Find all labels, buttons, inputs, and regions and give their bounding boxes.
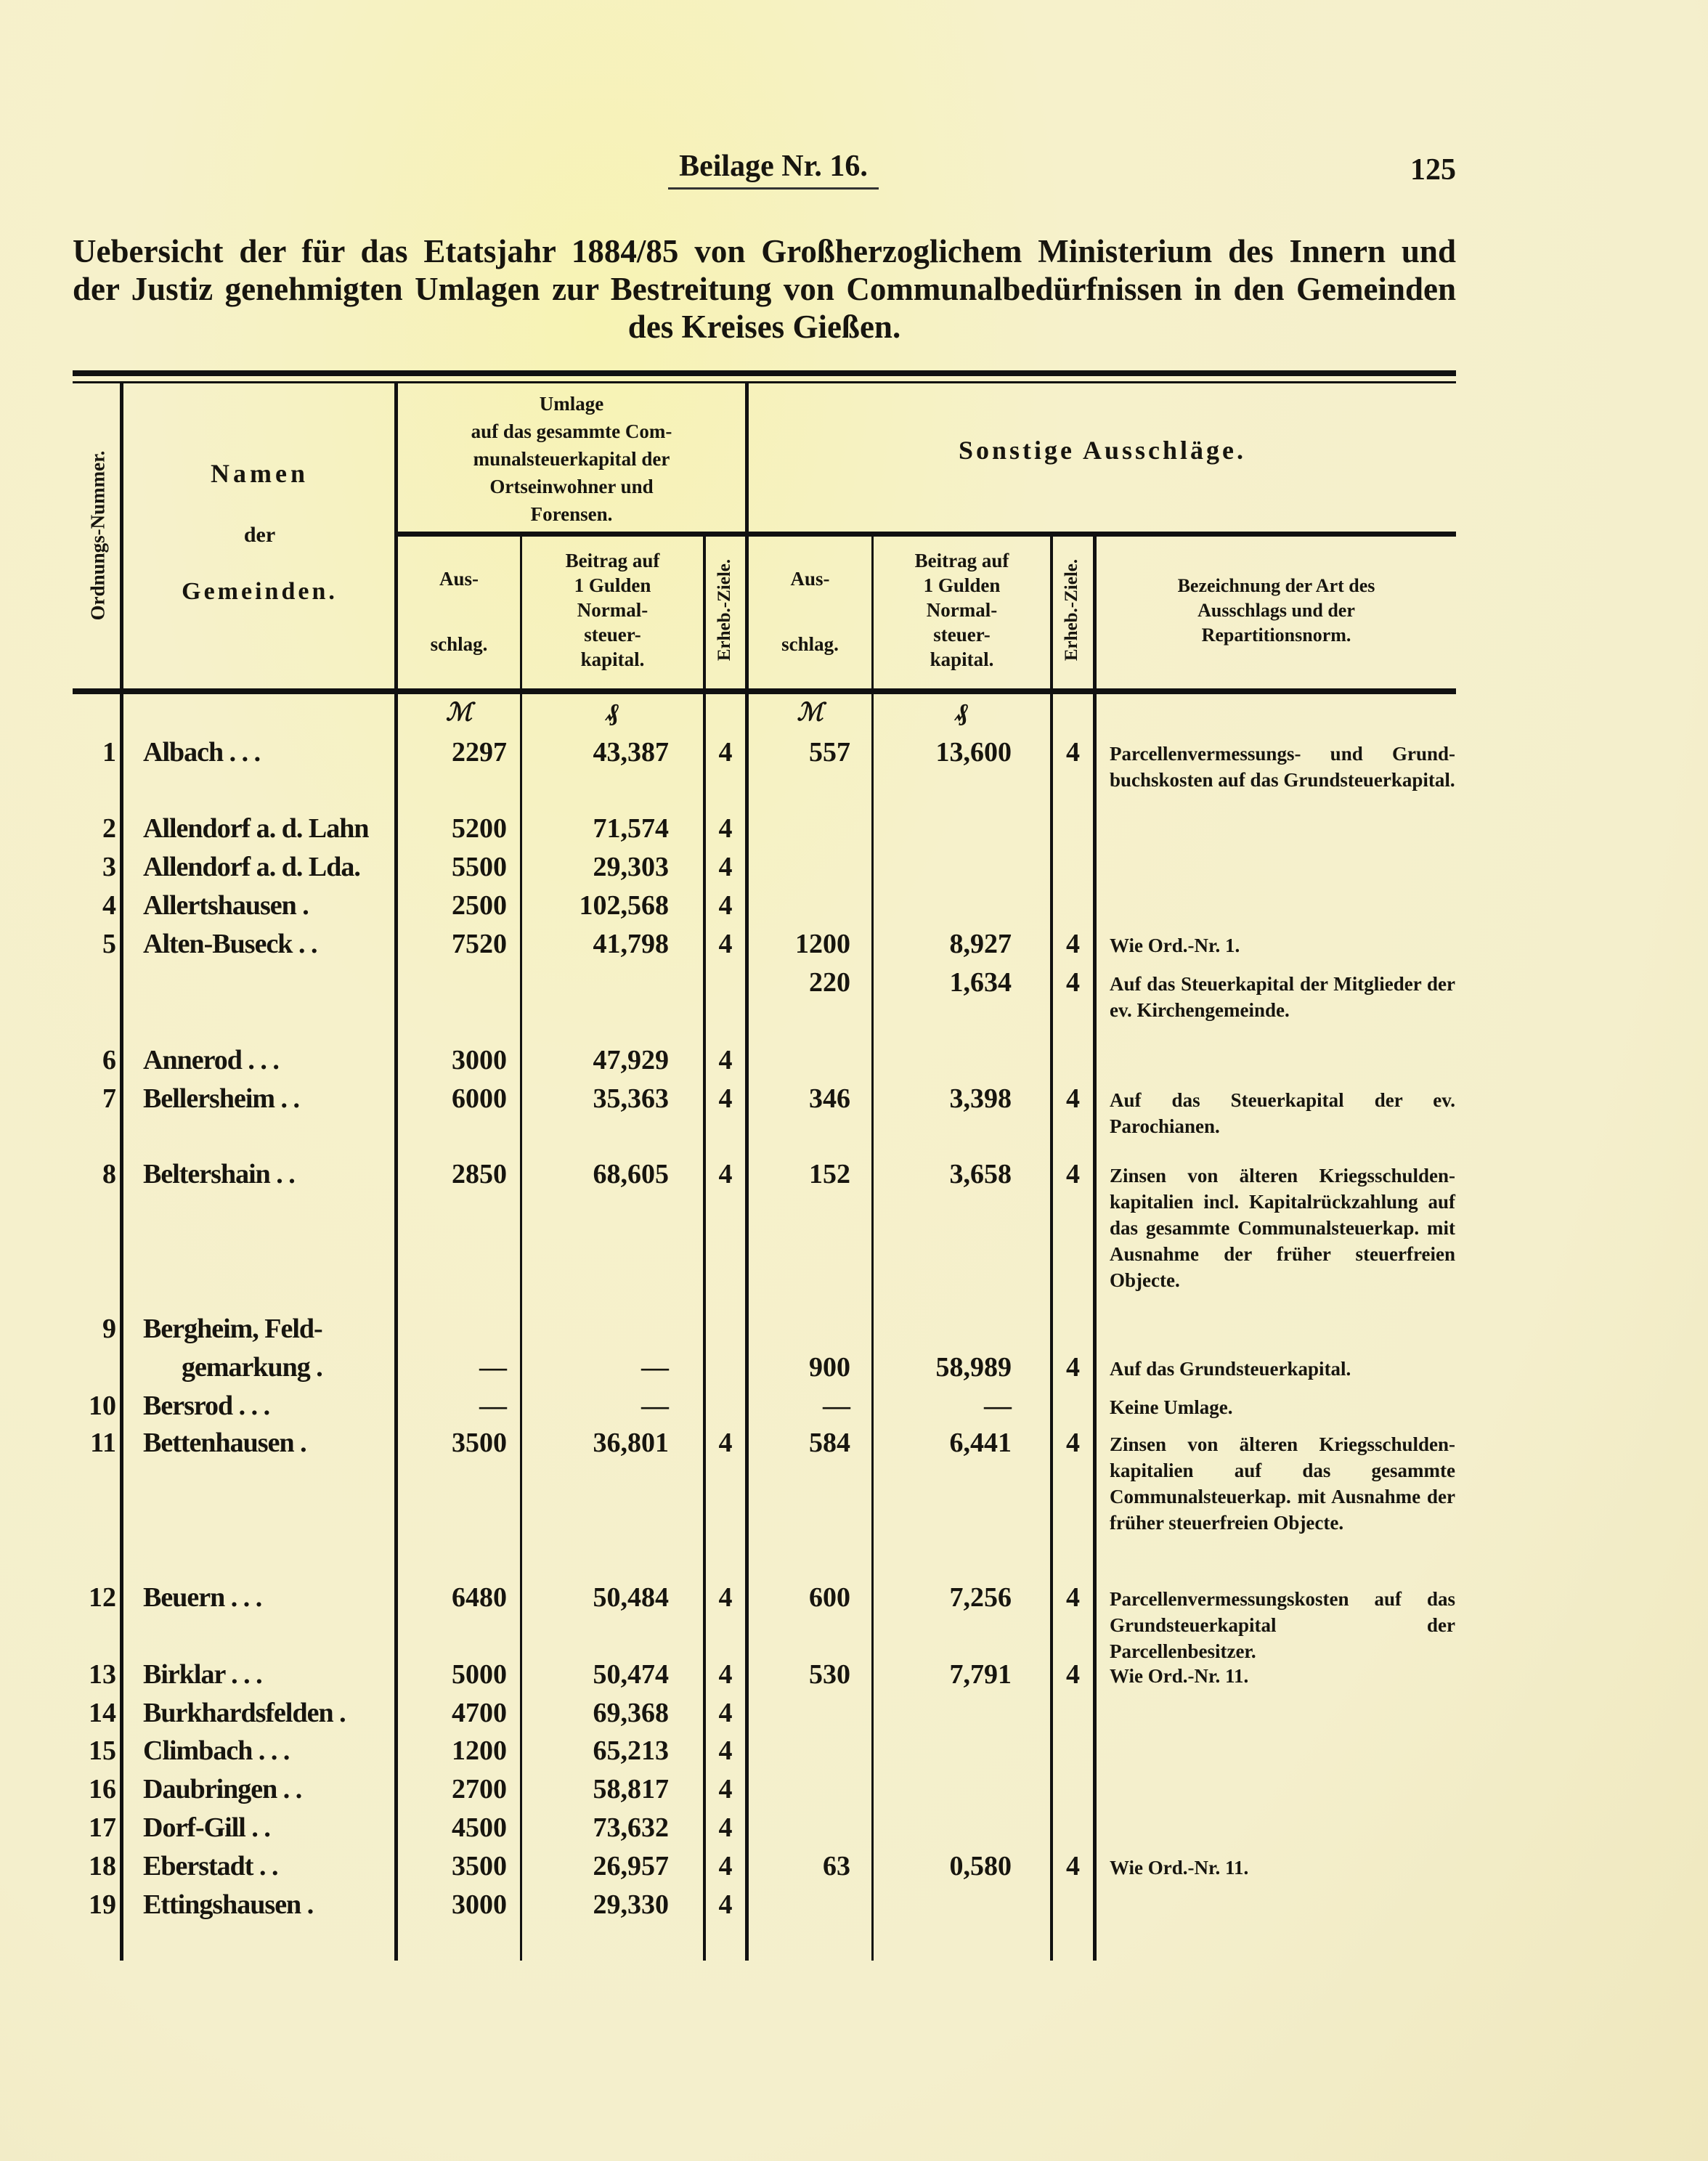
row-number: 3	[102, 852, 116, 882]
umlage-ausschlag: 2297	[452, 737, 507, 768]
levy-description: Wie Ord.-Nr. 11.	[1110, 1665, 1249, 1687]
page-number: 125	[1410, 153, 1456, 187]
municipality-name: Annerod . . .	[143, 1045, 279, 1075]
row-number: 18	[89, 1851, 116, 1881]
sonstige-ausschlag: 900	[809, 1352, 850, 1383]
levy-description: Parcellenvermessungs- und Grundbuchskosten auf das Grundsteuerkapital.	[1110, 743, 1455, 791]
umlage-erheb-ziele: 4	[718, 1851, 733, 1881]
umlage-beitrag: 69,368	[593, 1698, 669, 1728]
header-line: kapital.	[930, 648, 994, 670]
sonstige-beitrag: —	[984, 1391, 1012, 1421]
header-namen: Namen	[211, 459, 309, 488]
sonstige-beitrag: 3,658	[949, 1159, 1012, 1189]
umlage-beitrag: —	[641, 1352, 669, 1383]
umlage-erheb-ziele: 4	[718, 929, 733, 959]
umlage-beitrag: 47,929	[593, 1045, 669, 1075]
umlage-ausschlag: 3000	[452, 1045, 507, 1075]
unit-pfennig: ₰	[606, 699, 619, 726]
sonstige-erheb-ziele: 4	[1066, 929, 1080, 959]
sonstige-beitrag: 1,634	[949, 967, 1012, 998]
umlage-erheb-ziele: 4	[718, 1045, 733, 1075]
header-der: der	[243, 523, 276, 547]
sonstige-ausschlag: 600	[809, 1582, 850, 1613]
header-line: Ausschlags und der	[1197, 600, 1355, 621]
row-number: 13	[89, 1659, 116, 1690]
umlage-ausschlag: 2500	[452, 890, 507, 921]
umlage-erheb-ziele: 4	[718, 1889, 733, 1920]
header-umlage-beitrag	[522, 548, 703, 672]
sonstige-ausschlag: 63	[823, 1851, 850, 1881]
sonstige-beitrag: 13,600	[935, 737, 1012, 768]
row-number: 7	[102, 1083, 116, 1114]
header-line: Normal-	[926, 599, 998, 621]
umlage-beitrag: —	[641, 1391, 669, 1421]
row-number: 10	[89, 1391, 116, 1421]
umlage-ausschlag: —	[479, 1391, 507, 1421]
umlage-beitrag: 29,330	[593, 1889, 669, 1920]
umlage-erheb-ziele: 4	[718, 813, 733, 844]
umlage-erheb-ziele: 4	[718, 737, 733, 768]
umlage-beitrag: 58,817	[593, 1774, 669, 1804]
header-sonstige-ausschlag-1: Aus-	[790, 568, 830, 590]
header-bottom-rule	[73, 688, 1456, 694]
levy-description: Auf das Steuerkapital der Mitglieder der ev. Kirchengemeinde.	[1110, 973, 1455, 1021]
umlage-ausschlag: 1200	[452, 1735, 507, 1766]
column-rule	[1093, 537, 1097, 1961]
header-line: Beitrag auf	[914, 550, 1009, 571]
sonstige-beitrag: 7,791	[949, 1659, 1012, 1690]
supplement-heading: Beilage Nr. 16.	[679, 150, 868, 183]
umlage-ausschlag: 5500	[452, 852, 507, 882]
umlage-ausschlag: —	[479, 1352, 507, 1383]
umlage-erheb-ziele: 4	[718, 1083, 733, 1114]
title-line: des Kreises Gießen.	[627, 309, 901, 345]
umlage-ausschlag: 2700	[452, 1774, 507, 1804]
sonstige-erheb-ziele: 4	[1066, 1659, 1080, 1690]
umlage-ausschlag: 4500	[452, 1812, 507, 1843]
municipality-name: Bettenhausen .	[143, 1428, 306, 1458]
header-line: steuer-	[584, 624, 641, 646]
levy-description: Zinsen von älteren Kriegsschuldenkapitalien incl. Kapitalrückzahlung auf das gesammte Communalsteuerkap. mit Ausnahme der früher steuerfreien Objecte.	[1110, 1165, 1455, 1291]
unit-pfennig: ₰	[956, 699, 968, 726]
table-top-thin-rule	[73, 381, 1456, 383]
sonstige-erheb-ziele: 4	[1066, 1851, 1080, 1881]
levy-description: Parcellenvermessungskosten auf das Grundsteuerkapital der Parcellenbesitzer.	[1110, 1588, 1455, 1662]
header-gemeinden: Gemeinden.	[182, 578, 338, 605]
sonstige-ausschlag: —	[823, 1391, 850, 1421]
umlage-ausschlag: 4700	[452, 1698, 507, 1728]
umlage-ausschlag: 3500	[452, 1851, 507, 1881]
sonstige-beitrag: 0,580	[949, 1851, 1012, 1881]
umlage-erheb-ziele: 4	[718, 1812, 733, 1843]
header-line: munalsteuerkapital der	[473, 448, 670, 470]
row-number: 11	[90, 1428, 116, 1458]
levy-description: Keine Umlage.	[1110, 1396, 1233, 1418]
municipality-name: Bellersheim . .	[143, 1083, 300, 1114]
levy-description: Auf das Grundsteuerkapital.	[1110, 1358, 1351, 1380]
levy-description: Zinsen von älteren Kriegsschuldenkapitalien auf das gesammte Communalsteuerkap. mit Ausnahme der früher steuerfreien Objecte.	[1110, 1433, 1455, 1534]
umlage-erheb-ziele: 4	[718, 890, 733, 921]
header-line: auf das gesammte Com-	[471, 420, 672, 442]
header-line: Ortseinwohner und	[489, 476, 654, 497]
municipality-name: Ettingshausen .	[143, 1889, 314, 1920]
umlage-ausschlag: 2850	[452, 1159, 507, 1189]
header-sonstige-beitrag	[874, 548, 1050, 672]
sonstige-ausschlag: 530	[809, 1659, 850, 1690]
umlage-beitrag: 102,568	[579, 890, 669, 921]
sonstige-erheb-ziele: 4	[1066, 967, 1080, 998]
umlage-ausschlag: 7520	[452, 929, 507, 959]
header-umlage-erheb-ziele: Erheb.-Ziele.	[715, 558, 734, 662]
municipality-name: Daubringen . .	[143, 1774, 302, 1804]
sonstige-erheb-ziele: 4	[1066, 1428, 1080, 1458]
title-line: der Justiz genehmigten Umlagen zur Bestreitung von Communalbedürfnissen in den Gemeinden	[73, 271, 1456, 307]
sonstige-erheb-ziele: 4	[1066, 1083, 1080, 1114]
row-number: 8	[102, 1159, 116, 1189]
levy-description: Wie Ord.-Nr. 1.	[1110, 935, 1240, 956]
header-line: 1 Gulden	[574, 574, 651, 596]
header-bezeichnung	[1097, 574, 1456, 648]
umlage-beitrag: 35,363	[593, 1083, 669, 1114]
municipality-name: Allendorf a. d. Lda.	[143, 852, 360, 882]
municipality-name: Bersrod . . .	[143, 1391, 270, 1421]
header-umlage-group	[398, 390, 745, 528]
municipality-name: Beuern . . .	[143, 1582, 262, 1613]
municipality-name: Bergheim, Feld-	[143, 1314, 322, 1344]
row-number: 15	[89, 1735, 116, 1766]
header-ordnungs-nummer: Ordnungs-Nummer.	[86, 450, 109, 621]
row-number: 17	[89, 1812, 116, 1843]
municipality-name: Burkhardsfelden .	[143, 1698, 346, 1728]
header-line: 1 Gulden	[923, 574, 1001, 596]
umlage-beitrag: 68,605	[593, 1159, 669, 1189]
municipality-name: gemarkung .	[182, 1352, 322, 1383]
sonstige-beitrag: 58,989	[935, 1352, 1012, 1383]
document-title	[73, 232, 1456, 346]
header-line: Normal-	[577, 599, 648, 621]
umlage-erheb-ziele: 4	[718, 1159, 733, 1189]
sonstige-beitrag: 3,398	[949, 1083, 1012, 1114]
umlage-erheb-ziele: 4	[718, 1698, 733, 1728]
sonstige-erheb-ziele: 4	[1066, 1582, 1080, 1613]
sonstige-beitrag: 8,927	[949, 929, 1012, 959]
municipality-name: Eberstadt . .	[143, 1851, 278, 1881]
row-number: 12	[89, 1582, 116, 1613]
municipality-name: Allertshausen .	[143, 890, 309, 921]
header-line: Forensen.	[530, 503, 613, 525]
sonstige-erheb-ziele: 4	[1066, 1159, 1080, 1189]
umlage-beitrag: 41,798	[593, 929, 669, 959]
municipality-name: Climbach . . .	[143, 1735, 290, 1766]
row-number: 19	[89, 1889, 116, 1920]
umlage-erheb-ziele: 4	[718, 1659, 733, 1690]
row-number: 9	[102, 1314, 116, 1344]
table-top-rule	[73, 370, 1456, 376]
umlage-ausschlag: 5000	[452, 1659, 507, 1690]
header-sonstige-ausschlag-2: schlag.	[781, 633, 839, 655]
unit-mark: ℳ	[445, 699, 473, 726]
sonstige-ausschlag: 220	[809, 967, 850, 998]
row-number: 5	[102, 929, 116, 959]
umlage-ausschlag: 3500	[452, 1428, 507, 1458]
column-rule	[120, 383, 123, 1961]
municipality-name: Dorf-Gill . .	[143, 1812, 270, 1843]
umlage-ausschlag: 5200	[452, 813, 507, 844]
row-number: 16	[89, 1774, 116, 1804]
sonstige-ausschlag: 152	[809, 1159, 850, 1189]
header-umlage-ausschlag-2: schlag.	[430, 633, 488, 655]
umlage-ausschlag: 6000	[452, 1083, 507, 1114]
umlage-ausschlag: 3000	[452, 1889, 507, 1920]
header-sonstige-erheb-ziele: Erheb.-Ziele.	[1062, 558, 1081, 662]
row-number: 1	[102, 737, 116, 768]
sonstige-beitrag: 7,256	[949, 1582, 1012, 1613]
umlage-beitrag: 26,957	[593, 1851, 669, 1881]
sonstige-ausschlag: 584	[809, 1428, 850, 1458]
umlage-beitrag: 29,303	[593, 852, 669, 882]
umlage-beitrag: 73,632	[593, 1812, 669, 1843]
umlage-erheb-ziele: 4	[718, 1774, 733, 1804]
unit-mark: ℳ	[797, 699, 824, 726]
municipality-name: Albach . . .	[143, 737, 261, 768]
umlage-erheb-ziele: 4	[718, 852, 733, 882]
header-line: Repartitionsnorm.	[1201, 624, 1351, 646]
row-number: 2	[102, 813, 116, 844]
row-number: 4	[102, 890, 116, 921]
municipality-name: Alten-Buseck . .	[143, 929, 317, 959]
umlage-beitrag: 36,801	[593, 1428, 669, 1458]
umlage-erheb-ziele: 4	[718, 1735, 733, 1766]
sonstige-beitrag: 6,441	[949, 1428, 1012, 1458]
header-line: Umlage	[539, 393, 604, 415]
row-number: 14	[89, 1698, 116, 1728]
umlage-erheb-ziele: 4	[718, 1428, 733, 1458]
header-sonstige-ausschlaege: Sonstige Ausschläge.	[958, 436, 1247, 465]
umlage-beitrag: 43,387	[593, 737, 669, 768]
row-number: 6	[102, 1045, 116, 1075]
header-umlage-ausschlag-1: Aus-	[439, 568, 479, 590]
levy-description: Wie Ord.-Nr. 11.	[1110, 1857, 1249, 1879]
sonstige-ausschlag: 557	[809, 737, 850, 768]
umlage-beitrag: 50,474	[593, 1659, 669, 1690]
subheader-rule	[396, 532, 1456, 537]
sonstige-erheb-ziele: 4	[1066, 737, 1080, 768]
sonstige-ausschlag: 346	[809, 1083, 850, 1114]
umlage-ausschlag: 6480	[452, 1582, 507, 1613]
umlage-erheb-ziele: 4	[718, 1582, 733, 1613]
header-line: steuer-	[933, 624, 991, 646]
heading-underline	[668, 187, 879, 190]
municipality-name: Birklar . . .	[143, 1659, 262, 1690]
sonstige-ausschlag: 1200	[795, 929, 850, 959]
umlage-beitrag: 65,213	[593, 1735, 669, 1766]
umlage-beitrag: 50,484	[593, 1582, 669, 1613]
header-line: Bezeichnung der Art des	[1177, 575, 1375, 596]
levy-description: Auf das Steuerkapital der ev. Parochianen.	[1110, 1089, 1455, 1137]
municipality-name: Allendorf a. d. Lahn	[143, 813, 369, 844]
sonstige-erheb-ziele: 4	[1066, 1352, 1080, 1383]
title-line: Uebersicht der für das Etatsjahr 1884/85 von Großherzoglichem Ministerium des Innern und	[73, 233, 1456, 269]
header-line: Beitrag auf	[565, 550, 660, 571]
header-line: kapital.	[580, 648, 645, 670]
umlage-beitrag: 71,574	[593, 813, 669, 844]
municipality-name: Beltershain . .	[143, 1159, 295, 1189]
